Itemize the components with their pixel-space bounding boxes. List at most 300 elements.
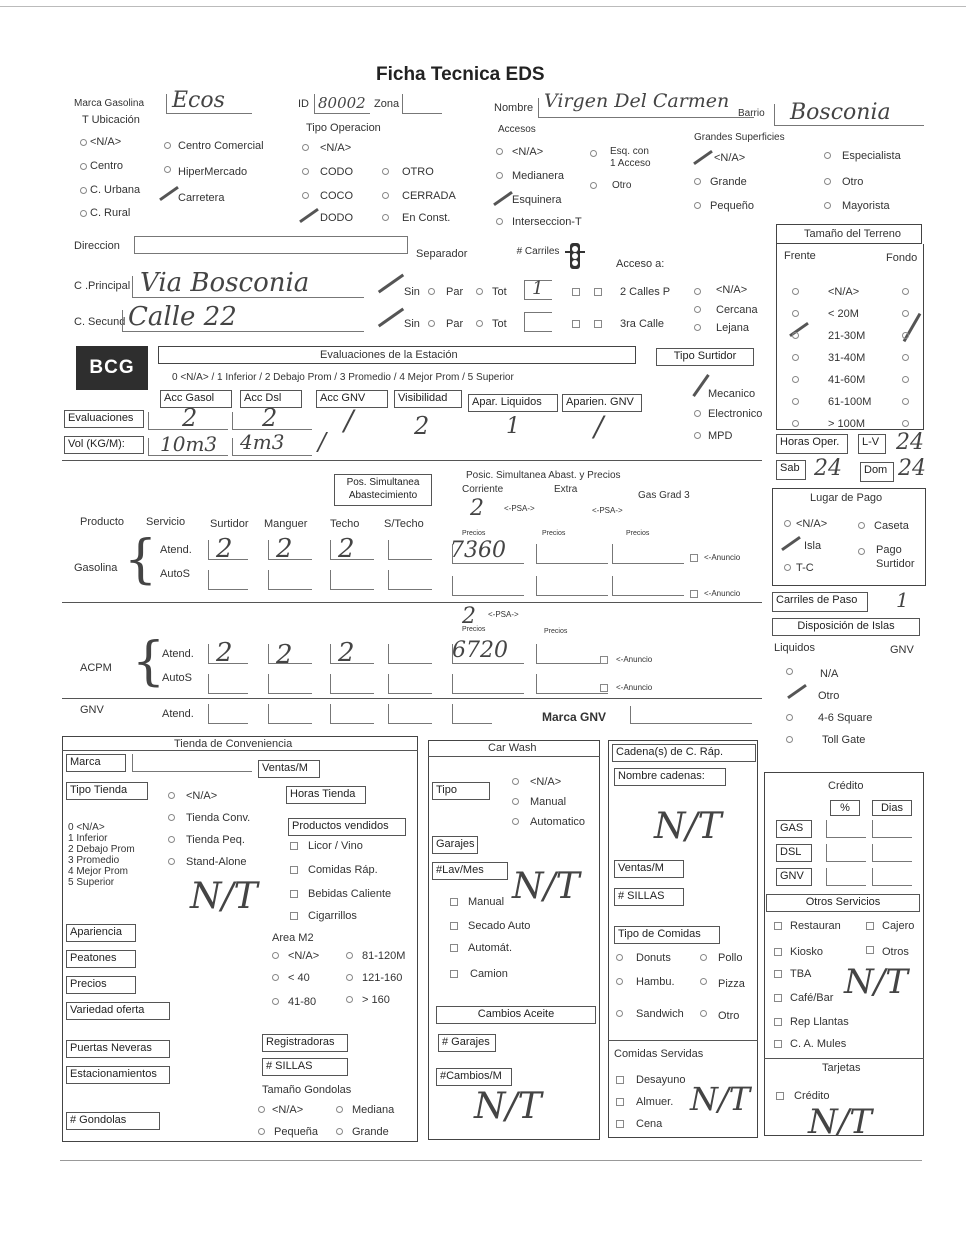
precio-field[interactable] <box>452 576 524 596</box>
cell[interactable] <box>208 570 248 590</box>
estac-label: Estacionamientos <box>66 1066 170 1084</box>
carriles-field[interactable] <box>524 312 552 332</box>
op-opt: OTRO <box>402 166 434 178</box>
tarjetas-title: Tarjetas <box>822 1062 861 1074</box>
cell[interactable] <box>268 644 312 664</box>
sep-radio[interactable] <box>476 320 483 327</box>
checkbox[interactable] <box>450 922 458 930</box>
precio-field[interactable] <box>536 544 608 564</box>
extra-label: Extra <box>554 484 578 495</box>
frente-radio[interactable] <box>792 288 799 295</box>
checkbox[interactable] <box>616 1098 624 1106</box>
check-mark <box>693 150 713 165</box>
cell[interactable] <box>268 540 312 560</box>
checkbox[interactable] <box>616 1120 624 1128</box>
acceso-opt: 2 Calles P <box>620 286 671 298</box>
cadena-sillas: # SILLAS <box>614 888 684 906</box>
cell[interactable] <box>208 704 248 724</box>
cell[interactable] <box>208 674 248 694</box>
otros-opt: Kiosko <box>790 946 824 958</box>
checkbox[interactable] <box>572 320 580 328</box>
terreno-opt: > 100M <box>828 418 865 430</box>
traffic-light-icon <box>564 242 586 270</box>
checkbox[interactable] <box>616 1076 624 1084</box>
sep-radio[interactable] <box>428 320 435 327</box>
pago-radio[interactable] <box>858 522 865 529</box>
frente-radio[interactable] <box>792 420 799 427</box>
fondo-radio[interactable] <box>902 354 909 361</box>
prod-opt: Bebidas Caliente <box>308 888 392 900</box>
precios-label: Precios <box>544 628 568 635</box>
separador-label: Separador <box>416 248 468 260</box>
op-radio[interactable] <box>382 214 389 221</box>
tienda-tipo: Tipo Tienda <box>66 782 148 800</box>
tarjetas-na: N/T <box>808 1102 872 1142</box>
acc-opt: Otro <box>612 180 632 191</box>
check-mark <box>787 684 807 699</box>
checkbox[interactable] <box>774 994 782 1002</box>
gas-atend-val: 2 <box>338 534 355 564</box>
ubic-radio[interactable] <box>80 187 87 194</box>
carwash-tipo: Tipo <box>432 782 490 800</box>
carriles-value: 1 <box>532 278 544 299</box>
tipo-radio[interactable] <box>168 858 175 865</box>
eval-val: / <box>594 410 604 443</box>
islas-radio[interactable] <box>786 668 793 675</box>
gnv-label: GNV <box>890 644 914 656</box>
checkbox[interactable] <box>572 288 580 296</box>
pago-radio[interactable] <box>784 564 791 571</box>
fondo-radio[interactable] <box>902 376 909 383</box>
cell[interactable] <box>330 644 374 664</box>
area-radio[interactable] <box>272 952 279 959</box>
grandes-radio[interactable] <box>824 202 831 209</box>
prod-opt: Comidas Ráp. <box>308 864 378 876</box>
servidas-na: N/T <box>690 1080 751 1118</box>
comida-radio[interactable] <box>616 954 623 961</box>
area-radio[interactable] <box>272 974 279 981</box>
area-opt: 41-80 <box>288 996 317 1008</box>
liquidos-label: Liquidos <box>774 642 815 654</box>
op-opt: En Const. <box>402 212 451 224</box>
precio-field[interactable] <box>452 644 524 664</box>
acceso-radio[interactable] <box>694 324 701 331</box>
acc-radio[interactable] <box>496 148 503 155</box>
eval-precios: Precios <box>66 976 136 994</box>
divider <box>62 602 762 603</box>
area-radio[interactable] <box>346 974 353 981</box>
cw-radio[interactable] <box>512 778 519 785</box>
sep-radio[interactable] <box>428 288 435 295</box>
scale-item: 3 Promedio <box>68 855 120 866</box>
checkbox[interactable] <box>290 842 298 850</box>
grandes-radio[interactable] <box>694 202 701 209</box>
cell[interactable] <box>268 704 312 724</box>
scale-item: 5 Superior <box>68 877 115 888</box>
pago-opt: T-C <box>796 562 814 574</box>
col-acc-dsl: Acc Dsl <box>240 390 302 408</box>
op-opt: CERRADA <box>402 190 456 202</box>
eval-variedad: Variedad oferta <box>66 1002 170 1020</box>
eval-val: 2 <box>262 404 278 432</box>
eval-field[interactable] <box>232 412 312 430</box>
op-radio[interactable] <box>382 168 389 175</box>
otros-opt: Rep Llantas <box>790 1016 849 1028</box>
atend-label: Atend. <box>162 648 194 660</box>
comida-radio[interactable] <box>700 954 707 961</box>
ubic-radio[interactable] <box>164 166 171 173</box>
acpm-psa-value: 2 <box>462 604 476 629</box>
checkbox[interactable] <box>594 320 602 328</box>
divider <box>60 1160 922 1161</box>
op-radio[interactable] <box>302 192 309 199</box>
eval-peatones: Peatones <box>66 950 136 968</box>
acceso-label: Acceso a: <box>616 258 665 270</box>
checkbox[interactable] <box>774 948 782 956</box>
tam-opt: <N/A> <box>272 1104 304 1116</box>
tienda-title: Tienda de Conveniencia <box>174 738 293 750</box>
surtidor-radio[interactable] <box>694 410 701 417</box>
frente-radio[interactable] <box>792 398 799 405</box>
otros-opt: Restauran <box>790 920 841 932</box>
otros-opt: TBA <box>790 968 812 980</box>
ubic-opt: Centro Comercial <box>178 140 264 152</box>
checkbox[interactable] <box>774 970 782 978</box>
surtidor-radio[interactable] <box>694 432 701 439</box>
servida-opt: Almuer. <box>636 1096 674 1108</box>
terreno-title: Tamaño del Terreno <box>804 228 902 240</box>
tipo-opt: Tienda Conv. <box>186 812 251 824</box>
cell[interactable] <box>388 674 432 694</box>
eval-val: 1 <box>506 414 520 439</box>
area-radio[interactable] <box>346 952 353 959</box>
credito-pct: % <box>830 800 860 816</box>
otros-opt: Café/Bar <box>790 992 834 1004</box>
col-acc-gasol: Acc Gasol <box>160 390 232 408</box>
credito-cell[interactable] <box>826 868 866 886</box>
marca-label: Marca Gasolina <box>74 98 145 109</box>
sep-sin: Sin <box>404 286 420 298</box>
ubic-radio[interactable] <box>80 139 87 146</box>
fondo-radio[interactable] <box>902 310 909 317</box>
precio-field[interactable] <box>612 544 684 564</box>
grandes-radio[interactable] <box>824 152 831 159</box>
frente-radio[interactable] <box>792 310 799 317</box>
nombre-value: Virgen Del Carmen <box>544 90 730 112</box>
check-mark <box>378 274 404 294</box>
hdr-techo: Techo <box>330 518 360 530</box>
tipo-radio[interactable] <box>168 814 175 821</box>
principal-value: Via Bosconia <box>140 268 310 298</box>
checkbox[interactable] <box>290 912 298 920</box>
checkbox[interactable] <box>776 1092 784 1100</box>
islas-radio[interactable] <box>786 736 793 743</box>
nombre-label: Nombre <box>494 102 534 114</box>
comida-radio[interactable] <box>700 1010 707 1017</box>
credito-cell[interactable] <box>826 820 866 838</box>
vol-field[interactable] <box>148 438 228 456</box>
tam-radio[interactable] <box>336 1106 343 1113</box>
cadena-na: N/T <box>654 806 722 847</box>
tienda-ventas: Ventas/M <box>258 760 320 778</box>
pos-simultanea: Pos. Simultanea Abastecimiento <box>334 474 432 506</box>
servida-opt: Desayuno <box>636 1074 686 1086</box>
surtidor-opt: Electronico <box>708 408 763 420</box>
precio-field[interactable] <box>536 576 608 596</box>
checkbox[interactable] <box>866 922 874 930</box>
carwash-na: N/T <box>512 866 580 907</box>
acc-radio[interactable] <box>590 182 597 189</box>
grandes-opt: Pequeño <box>710 200 755 212</box>
acc-opt: Esquinera <box>512 194 562 206</box>
scan-edge-top <box>0 6 966 7</box>
comida-opt: Donuts <box>636 952 671 964</box>
comida-radio[interactable] <box>616 978 623 985</box>
credito-cell[interactable] <box>872 868 912 886</box>
frente-radio[interactable] <box>792 332 799 339</box>
divider <box>608 1040 758 1041</box>
cell[interactable] <box>388 644 432 664</box>
sep-radio[interactable] <box>476 288 483 295</box>
op-radio[interactable] <box>302 168 309 175</box>
psa-label: <-PSA-> <box>488 610 519 619</box>
ubic-radio[interactable] <box>80 163 87 170</box>
grandes-radio[interactable] <box>694 178 701 185</box>
precios-label: Precios <box>462 530 486 537</box>
checkbox[interactable] <box>600 656 608 664</box>
otros-opt: Otros <box>882 946 909 958</box>
cell[interactable] <box>268 570 312 590</box>
cadena-ventas: Ventas/M <box>614 860 684 878</box>
anuncio-label: <-Anuncio <box>616 655 653 664</box>
cell[interactable] <box>330 674 374 694</box>
area-radio[interactable] <box>346 996 353 1003</box>
ubic-radio[interactable] <box>164 142 171 149</box>
evaluaciones-label: Evaluaciones <box>64 410 144 428</box>
corriente-label: Corriente <box>462 484 504 495</box>
comida-opt: Sandwich <box>636 1008 684 1020</box>
sab-label: Sab <box>776 460 806 480</box>
barrio-label: Barrio <box>738 108 765 119</box>
grandes-opt: <N/A> <box>714 152 746 164</box>
sab-value: 24 <box>814 456 842 481</box>
gasolina-label: Gasolina <box>74 562 118 574</box>
carwash-title: Car Wash <box>488 742 537 754</box>
hdr-producto: Producto <box>80 516 125 528</box>
credito-gas: GAS <box>776 820 812 838</box>
pago-radio[interactable] <box>784 520 791 527</box>
tienda-marca: Marca <box>66 754 126 772</box>
tarjetas-opt: Crédito <box>794 1090 830 1102</box>
precio-field[interactable] <box>536 644 608 664</box>
ubic-radio[interactable] <box>80 210 87 217</box>
op-opt: DODO <box>320 212 353 224</box>
dom-value: 24 <box>898 456 926 481</box>
acc-radio[interactable] <box>496 172 503 179</box>
eval-val: 2 <box>182 404 198 432</box>
credito-cell[interactable] <box>872 844 912 862</box>
eval-val: 2 <box>414 412 430 440</box>
cell[interactable] <box>268 674 312 694</box>
otros-title: Otros Servicios <box>766 894 920 912</box>
vol-val: / <box>318 428 327 456</box>
sep-par: Par <box>446 318 464 330</box>
area-radio[interactable] <box>272 998 279 1005</box>
checkbox[interactable] <box>774 1018 782 1026</box>
checkbox[interactable] <box>450 970 458 978</box>
tipo-radio[interactable] <box>168 792 175 799</box>
frente-radio[interactable] <box>792 376 799 383</box>
comida-radio[interactable] <box>700 978 707 985</box>
direccion-field[interactable] <box>134 236 408 254</box>
fondo-radio[interactable] <box>902 420 909 427</box>
acceso-opt: Cercana <box>716 304 758 316</box>
bcg-logo: BCG <box>76 346 148 390</box>
acceso-opt: Lejana <box>716 322 750 334</box>
acceso-radio[interactable] <box>694 306 701 313</box>
checkbox[interactable] <box>450 944 458 952</box>
fondo-radio[interactable] <box>902 288 909 295</box>
divider <box>764 1058 924 1059</box>
id-label: ID <box>298 98 309 110</box>
grandes-radio[interactable] <box>824 178 831 185</box>
precio-field[interactable] <box>452 674 524 694</box>
lv-label: L-V <box>858 434 886 454</box>
acceso-radio[interactable] <box>694 288 701 295</box>
brace-icon: { <box>124 530 158 590</box>
acpm-atend-val: 2 <box>276 640 293 670</box>
terreno-opt: 21-30M <box>828 330 866 342</box>
cw-radio[interactable] <box>512 798 519 805</box>
horas-label: Horas Oper. <box>776 434 848 454</box>
cell[interactable] <box>330 540 374 560</box>
cw-opt: <N/A> <box>530 776 562 788</box>
tipo-comidas: Tipo de Comidas <box>614 926 720 944</box>
comidas-servidas: Comidas Servidas <box>614 1048 704 1060</box>
tienda-na: N/T <box>190 876 258 917</box>
precio-field[interactable] <box>536 674 608 694</box>
islas-radio[interactable] <box>786 714 793 721</box>
tienda-productos: Productos vendidos <box>288 818 406 836</box>
servida-opt: Cena <box>636 1118 663 1130</box>
col-apar-liquidos: Apar. Liquidos <box>468 394 558 412</box>
scale-item: 4 Mejor Prom <box>68 866 129 877</box>
brace-icon: { <box>132 632 166 692</box>
eval-field[interactable] <box>148 412 228 430</box>
checkbox[interactable] <box>450 898 458 906</box>
tam-gondolas: Tamaño Gondolas <box>262 1084 352 1096</box>
precios-label: Precios <box>542 530 566 537</box>
gas-atend-val: 2 <box>276 534 293 564</box>
vol-field[interactable] <box>232 438 312 456</box>
cell[interactable] <box>330 704 374 724</box>
carriles-paso-value: 1 <box>896 588 909 612</box>
divider <box>62 460 762 461</box>
pago-opt: <N/A> <box>796 518 828 530</box>
checkbox[interactable] <box>774 1040 782 1048</box>
divider <box>62 750 418 751</box>
precios-label: Precios <box>626 530 650 537</box>
acc-radio[interactable] <box>590 150 597 157</box>
area-opt: <N/A> <box>288 950 320 962</box>
comida-radio[interactable] <box>616 1010 623 1017</box>
cell[interactable] <box>330 570 374 590</box>
ubic-opt: C. Urbana <box>90 184 141 196</box>
checkbox[interactable] <box>690 554 698 562</box>
op-radio[interactable] <box>302 144 309 151</box>
acc-radio[interactable] <box>496 218 503 225</box>
marca-gnv-field[interactable] <box>630 706 752 724</box>
marca-value: Ecos <box>172 88 225 113</box>
islas-title: Disposición de Islas <box>772 618 920 636</box>
marca-field[interactable] <box>132 754 252 772</box>
precio-field[interactable] <box>612 576 684 596</box>
frente-radio[interactable] <box>792 354 799 361</box>
scale-item: 0 <N/A> <box>68 822 105 833</box>
fondo-radio[interactable] <box>902 398 909 405</box>
eval-apariencia: Apariencia <box>66 924 136 942</box>
check-mark <box>493 191 513 206</box>
anuncio-label: <-Anuncio <box>704 553 741 562</box>
checkbox[interactable] <box>690 590 698 598</box>
credito-dsl: DSL <box>776 844 812 862</box>
checkbox[interactable] <box>866 946 874 954</box>
tam-radio[interactable] <box>258 1106 265 1113</box>
divider <box>428 756 600 757</box>
hdr-stecho: S/Techo <box>384 518 424 530</box>
gas-psa-value: 2 <box>470 496 484 521</box>
gnv-row-label: GNV <box>80 704 104 716</box>
otros-na: N/T <box>844 962 908 1002</box>
cw-radio[interactable] <box>512 818 519 825</box>
fondo-radio[interactable] <box>902 332 909 339</box>
cell[interactable] <box>452 704 492 724</box>
cell[interactable] <box>388 570 432 590</box>
op-radio[interactable] <box>382 192 389 199</box>
tam-radio[interactable] <box>336 1128 343 1135</box>
pago-radio[interactable] <box>858 548 865 555</box>
cell[interactable] <box>208 644 248 664</box>
sep-tot: Tot <box>492 318 507 330</box>
tipo-opt: Tienda Peq. <box>186 834 245 846</box>
zona-field[interactable] <box>402 94 442 114</box>
checkbox[interactable] <box>600 684 608 692</box>
ubic-opt: C. Rural <box>90 207 131 219</box>
tienda-horas: Horas Tienda <box>286 786 366 804</box>
dom-label: Dom <box>860 462 894 482</box>
checkbox[interactable] <box>290 866 298 874</box>
tipo-radio[interactable] <box>168 836 175 843</box>
credito-cell[interactable] <box>826 844 866 862</box>
autos-label: AutoS <box>160 568 190 580</box>
cambios-garajes: # Garajes <box>438 1034 496 1052</box>
tam-radio[interactable] <box>258 1128 265 1135</box>
checkbox[interactable] <box>594 288 602 296</box>
eval-title: Evaluaciones de la Estación <box>320 349 458 361</box>
credito-cell[interactable] <box>872 820 912 838</box>
cell[interactable] <box>388 540 432 560</box>
tam-opt: Mediana <box>352 1104 395 1116</box>
pago-opt: Pago <box>876 544 902 556</box>
islas-opt: Otro <box>818 690 840 702</box>
checkbox[interactable] <box>774 922 782 930</box>
cell[interactable] <box>388 704 432 724</box>
cell[interactable] <box>208 540 248 560</box>
precio-field[interactable] <box>452 544 524 564</box>
credito-dias: Dias <box>872 800 912 816</box>
checkbox[interactable] <box>290 890 298 898</box>
prod-opt: Cigarrillos <box>308 910 357 922</box>
